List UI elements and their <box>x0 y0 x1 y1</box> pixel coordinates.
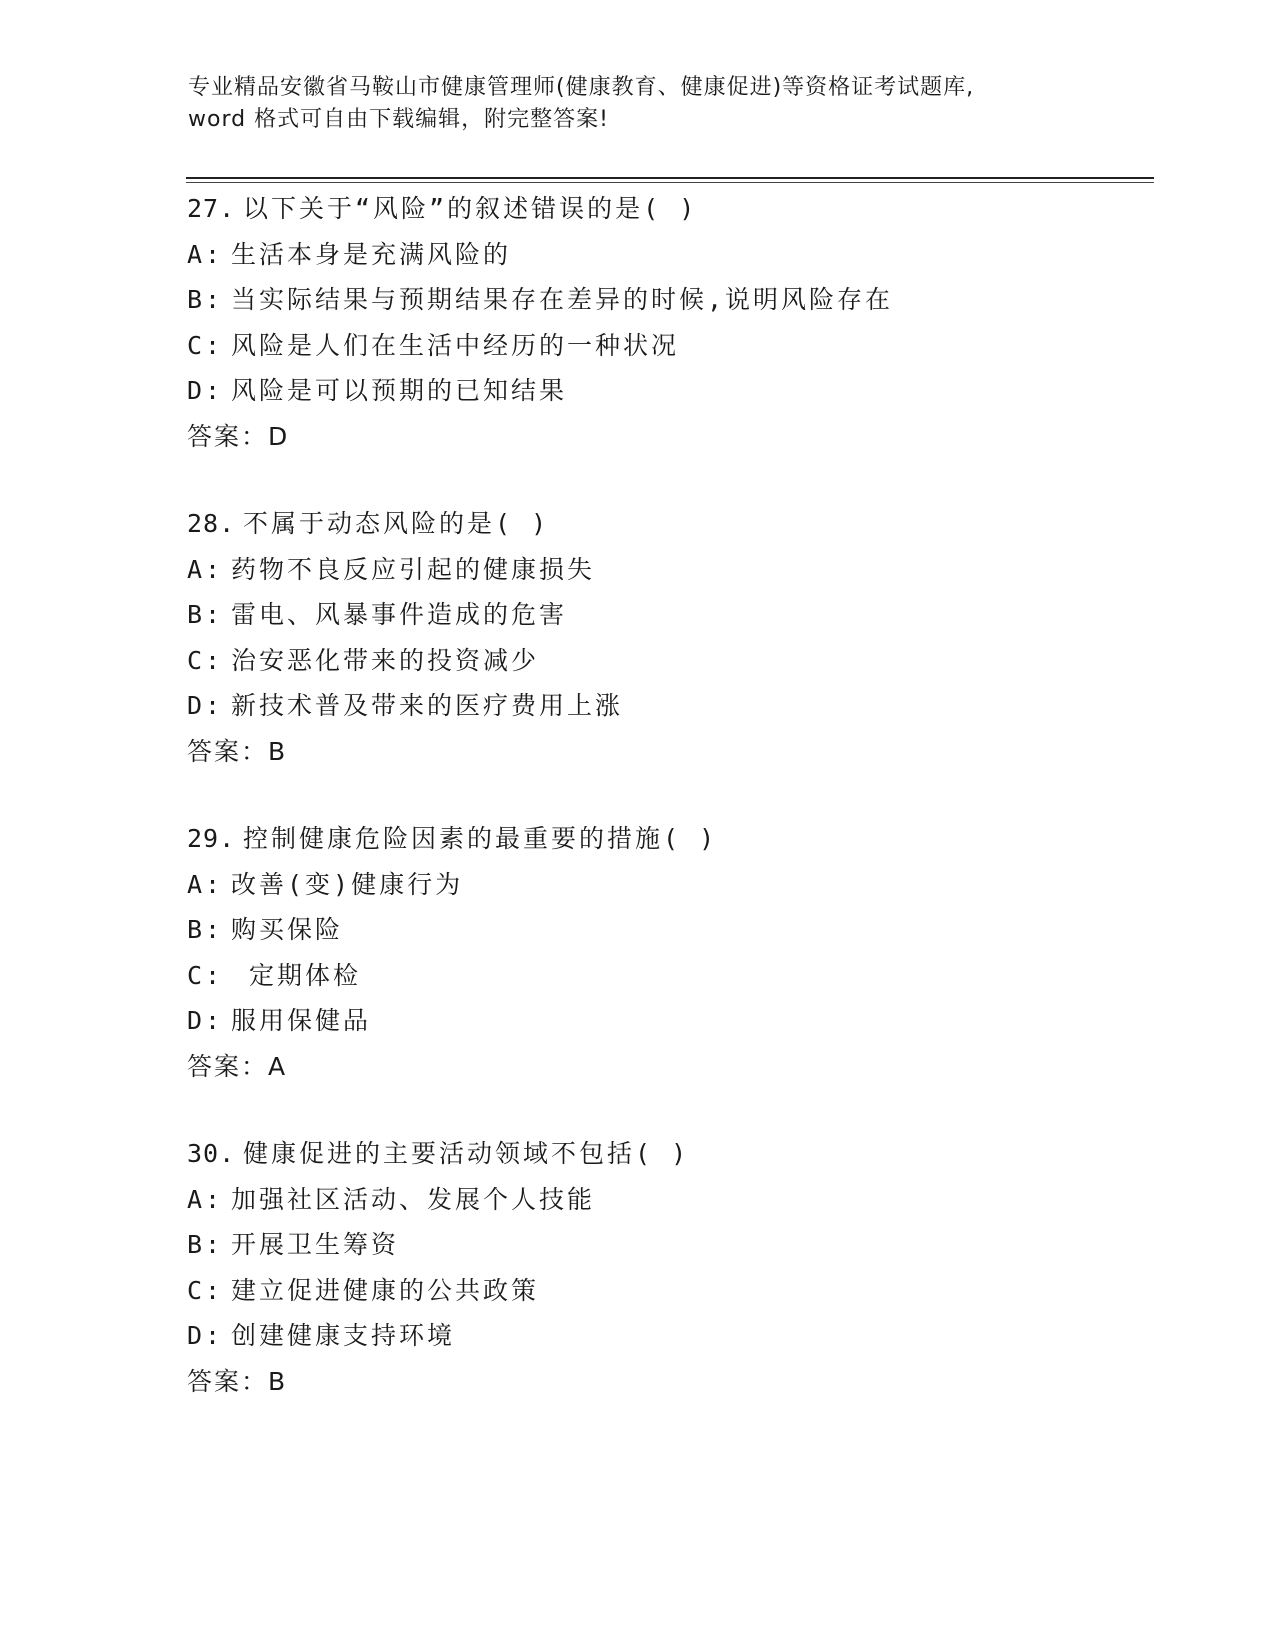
option-key: B: <box>187 1230 224 1259</box>
option-c <box>187 323 1187 369</box>
option-b <box>187 277 1187 323</box>
question-30 <box>187 1131 1187 1404</box>
option-text: 风险是人们在生活中经历的一种状况 <box>231 330 680 360</box>
option-text: 定期体检 <box>231 960 362 990</box>
option-key: A: <box>187 1184 224 1214</box>
option-text: 加强社区活动、发展个人技能 <box>231 1184 596 1214</box>
option-text: 新技术普及带来的医疗费用上涨 <box>231 691 624 720</box>
question-stem <box>187 816 1187 862</box>
option-a <box>187 1177 1187 1223</box>
question-28 <box>187 501 1187 774</box>
option-a <box>187 547 1187 593</box>
option-d <box>187 368 1187 414</box>
option-text: 雷电、风暴事件造成的危害 <box>231 600 568 629</box>
question-stem <box>187 501 1187 547</box>
answer-line: 答案：A <box>187 1051 288 1081</box>
option-key: D: <box>187 691 224 720</box>
option-c <box>187 1268 1187 1314</box>
question-text: 健康促进的主要活动领域不包括( ) <box>243 1139 690 1168</box>
option-key: C: <box>187 1275 224 1305</box>
option-key: D: <box>187 1006 224 1035</box>
option-text: 建立促进健康的公共政策 <box>231 1275 540 1305</box>
answer-line: 答案：B <box>187 1366 288 1396</box>
question-number: 29. <box>187 824 236 853</box>
header-line-1: 专业精品安徽省马鞍山市健康管理师(健康教育、健康促进)等资格证考试题库, <box>188 75 975 100</box>
question-number: 28. <box>187 509 236 538</box>
answer-line: 答案：D <box>187 421 290 451</box>
question-number: 30. <box>187 1139 236 1168</box>
document-header <box>188 72 1148 136</box>
option-text: 生活本身是充满风险的 <box>231 239 512 269</box>
option-text: 服用保健品 <box>231 1006 372 1035</box>
option-text: 药物不良反应引起的健康损失 <box>231 554 596 584</box>
option-text: 风险是可以预期的已知结果 <box>231 376 568 405</box>
header-divider-thin <box>186 182 1154 183</box>
option-b <box>187 1222 1187 1268</box>
option-text: 购买保险 <box>231 915 344 944</box>
question-text: 控制健康危险因素的最重要的措施( ) <box>243 824 718 853</box>
option-key: D: <box>187 1321 224 1350</box>
question-27 <box>187 186 1187 459</box>
option-key: B: <box>187 285 224 314</box>
option-b <box>187 907 1187 953</box>
option-a <box>187 232 1187 278</box>
question-text: 以下关于“风险”的叙述错误的是( ) <box>243 194 698 223</box>
option-c <box>187 953 1187 999</box>
option-text: 创建健康支持环境 <box>231 1321 456 1350</box>
question-stem <box>187 186 1187 232</box>
option-text: 改善(变)健康行为 <box>231 869 464 899</box>
header-divider-thick <box>186 177 1154 179</box>
option-key: B: <box>187 600 224 629</box>
option-key: A: <box>187 554 224 584</box>
question-list <box>187 186 1187 1446</box>
question-number: 27. <box>187 194 236 223</box>
answer-line: 答案：B <box>187 736 288 766</box>
question-29 <box>187 816 1187 1089</box>
option-key: A: <box>187 239 224 269</box>
header-line-2: word 格式可自由下载编辑，附完整答案! <box>188 107 609 132</box>
option-key: C: <box>187 645 224 675</box>
option-text: 当实际结果与预期结果存在差异的时候,说明风险存在 <box>231 285 894 314</box>
option-d <box>187 1313 1187 1359</box>
option-d <box>187 998 1187 1044</box>
option-d <box>187 683 1187 729</box>
option-key: A: <box>187 869 224 899</box>
question-stem <box>187 1131 1187 1177</box>
option-c <box>187 638 1187 684</box>
option-b <box>187 592 1187 638</box>
option-key: B: <box>187 915 224 944</box>
question-text: 不属于动态风险的是( ) <box>243 509 550 538</box>
option-text: 开展卫生筹资 <box>231 1230 400 1259</box>
option-key: D: <box>187 376 224 405</box>
option-text: 治安恶化带来的投资减少 <box>231 645 540 675</box>
option-key: C: <box>187 330 224 360</box>
option-a <box>187 862 1187 908</box>
option-key: C: <box>187 960 224 990</box>
